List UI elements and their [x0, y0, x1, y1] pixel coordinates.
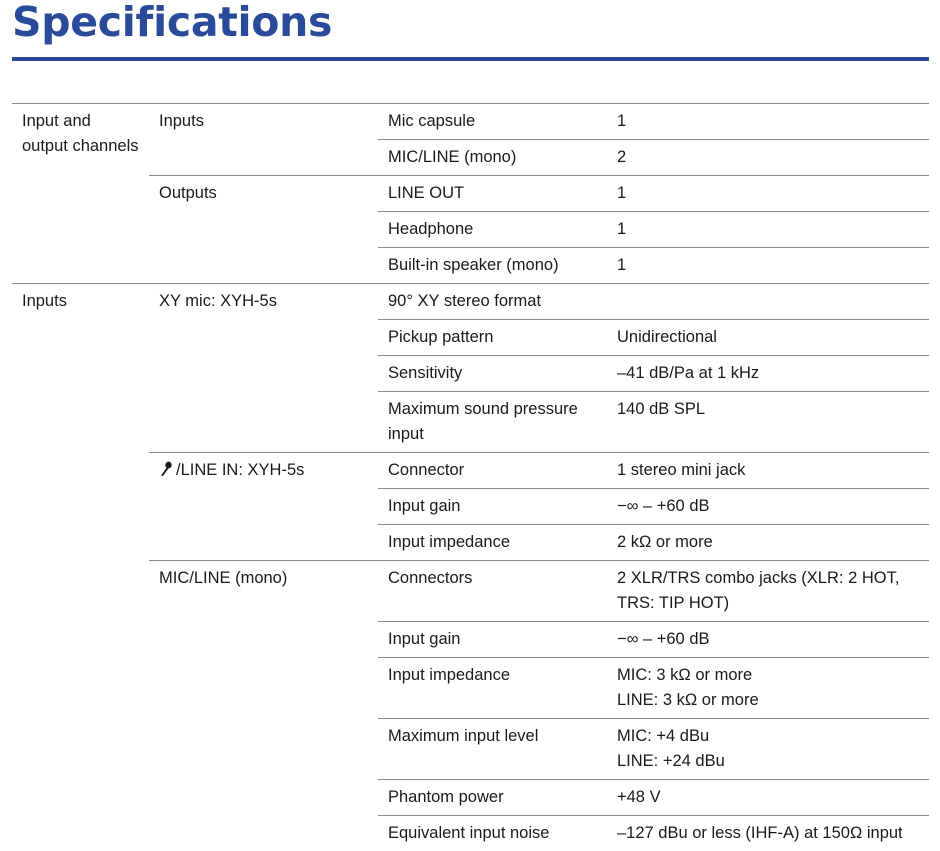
table-row	[12, 284, 929, 320]
subgroup-label: /LINE IN: XYH-5s	[176, 461, 304, 479]
table-row	[12, 561, 929, 622]
spec-name: Equivalent input noise	[378, 816, 607, 851]
specifications-table	[12, 103, 929, 851]
spec-value-line: LINE: +24 dBu	[617, 749, 919, 774]
group-cell: Inputs	[12, 284, 149, 851]
group-cell: Input and output channels	[12, 104, 149, 284]
spec-name: Maximum sound pressure input	[378, 392, 607, 453]
spec-name: Pickup pattern	[378, 320, 607, 356]
subgroup-cell: Outputs	[149, 176, 378, 284]
spec-name: LINE OUT	[378, 176, 607, 212]
spec-name: Input gain	[378, 489, 607, 525]
spec-name: Phantom power	[378, 780, 607, 816]
spec-name: Mic capsule	[378, 104, 607, 140]
microphone-icon	[159, 461, 173, 477]
spec-value	[607, 658, 929, 719]
spec-value: −∞ – +60 dB	[607, 622, 929, 658]
subgroup-cell	[149, 453, 378, 561]
spec-name: Built-in speaker (mono)	[378, 248, 607, 284]
spec-value: –127 dBu or less (IHF-A) at 150Ω input	[607, 816, 929, 851]
spec-value-line: MIC: 3 kΩ or more	[617, 663, 919, 688]
page-title: Specifications	[12, 0, 332, 48]
spec-name: Connector	[378, 453, 607, 489]
spec-value: 2 XLR/TRS combo jacks (XLR: 2 HOT, TRS: TIP HOT)	[607, 561, 929, 622]
spec-value: −∞ – +60 dB	[607, 489, 929, 525]
subgroup-cell: XY mic: XYH-5s	[149, 284, 378, 453]
spec-name: Headphone	[378, 212, 607, 248]
spec-value-line: LINE: 3 kΩ or more	[617, 688, 919, 713]
spec-value: +48 V	[607, 780, 929, 816]
spec-name: Sensitivity	[378, 356, 607, 392]
spec-value: 140 dB SPL	[607, 392, 929, 453]
spec-value: 1 stereo mini jack	[607, 453, 929, 489]
spec-name: Input gain	[378, 622, 607, 658]
table-row	[12, 176, 929, 212]
spec-value: 1	[607, 104, 929, 140]
spec-name: Input impedance	[378, 525, 607, 561]
spec-name: Maximum input level	[378, 719, 607, 780]
spec-value: Unidirectional	[607, 320, 929, 356]
spec-name: MIC/LINE (mono)	[378, 140, 607, 176]
spec-name: Connectors	[378, 561, 607, 622]
spec-value: 1	[607, 248, 929, 284]
title-rule	[12, 57, 929, 61]
spec-name: 90° XY stereo format	[378, 284, 929, 320]
table-row	[12, 453, 929, 489]
spec-value: 1	[607, 212, 929, 248]
subgroup-cell: MIC/LINE (mono)	[149, 561, 378, 851]
spec-value: 1	[607, 176, 929, 212]
spec-value	[607, 719, 929, 780]
subgroup-cell: Inputs	[149, 104, 378, 176]
spec-name: Input impedance	[378, 658, 607, 719]
table-row	[12, 104, 929, 140]
spec-value: 2	[607, 140, 929, 176]
spec-value-line: MIC: +4 dBu	[617, 724, 919, 749]
spec-value: 2 kΩ or more	[607, 525, 929, 561]
spec-value: –41 dB/Pa at 1 kHz	[607, 356, 929, 392]
